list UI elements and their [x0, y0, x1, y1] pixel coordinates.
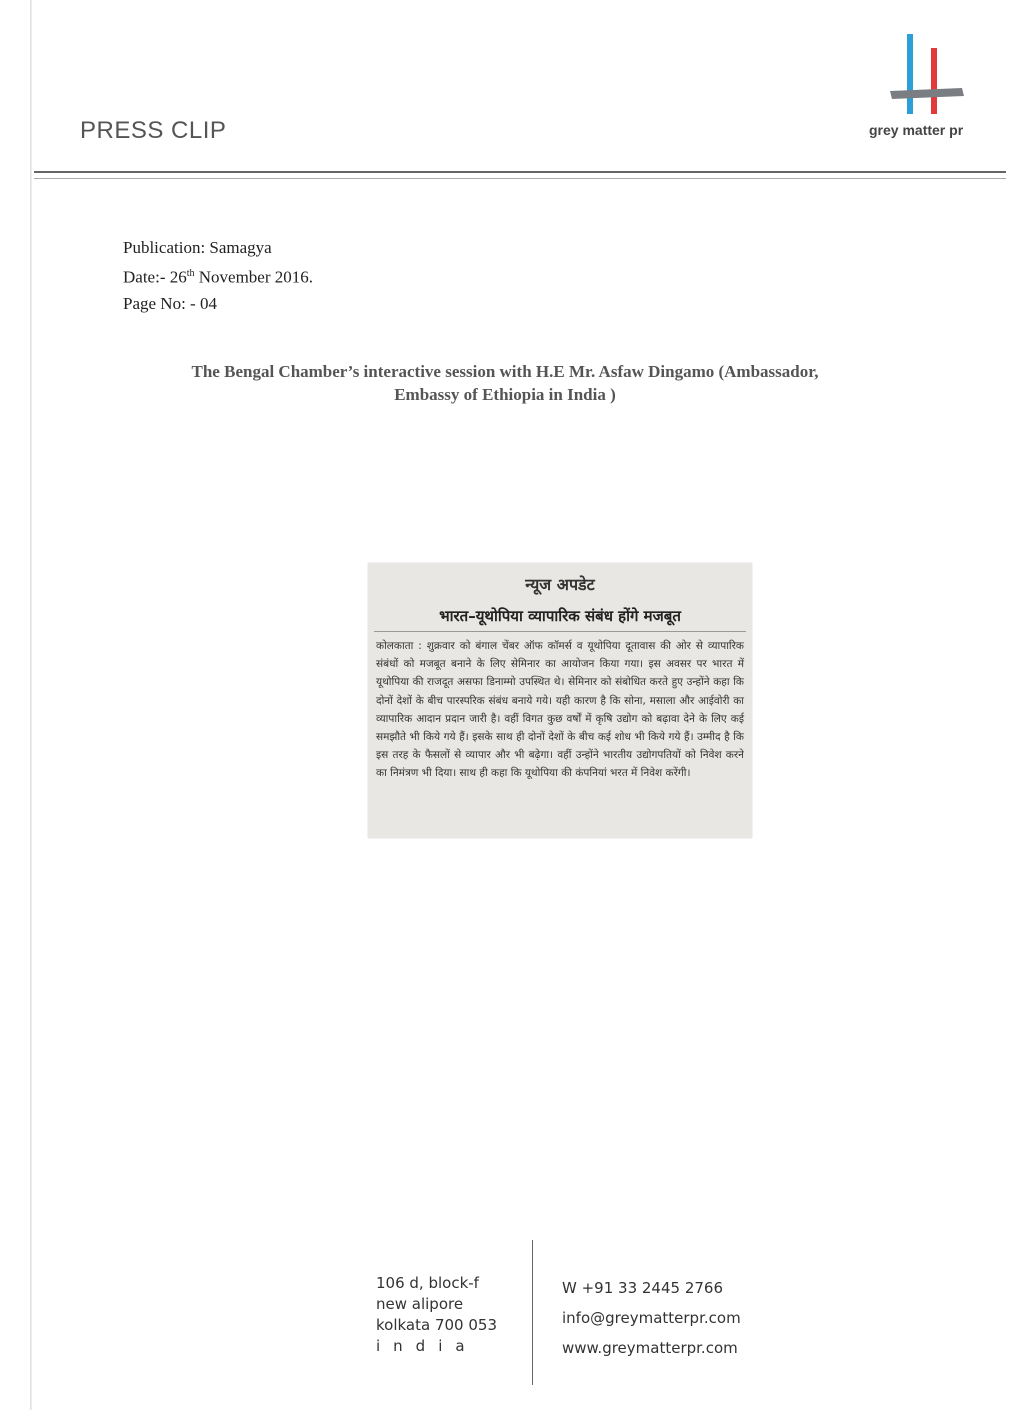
email-link[interactable]: info@greymatterpr.com — [562, 1309, 741, 1327]
date-rest: November 2016. — [194, 267, 314, 287]
publication-line: Publication: Samagya — [123, 238, 272, 257]
address-line-1: 106 d, block-f — [376, 1274, 479, 1292]
footer-divider — [532, 1240, 533, 1385]
address-line-4: india — [376, 1337, 478, 1355]
footer-address — [376, 1273, 497, 1357]
date-prefix: Date:- 26 — [123, 267, 187, 287]
footer-contact — [562, 1273, 741, 1363]
address-line-3: kolkata 700 053 — [376, 1316, 497, 1334]
headline-line-2: Embassy of Ethiopia in India ) — [394, 385, 616, 404]
brand-name: grey matter pr — [869, 122, 964, 138]
publication-meta — [123, 235, 313, 317]
date-line — [123, 261, 313, 291]
logo-red-bar — [931, 48, 937, 114]
clipping-title: भारत–यूथोपिया व्यापारिक संबंध होंगे मजबूत — [439, 607, 681, 625]
page-number-line: Page No: - 04 — [123, 293, 217, 313]
header-divider-thin — [34, 178, 1006, 179]
logo-blue-bar — [907, 34, 913, 114]
logo-grey-stroke — [890, 88, 964, 99]
header-divider — [34, 171, 1006, 173]
date-suffix: th — [186, 268, 195, 279]
headline-line-1: The Bengal Chamber’s interactive session with H.E Mr. Asfaw Dingamo (Ambassador, — [191, 362, 819, 381]
website-link[interactable]: www.greymatterpr.com — [562, 1339, 738, 1357]
page-headline — [120, 360, 890, 406]
clipping-body: कोलकाता : शुक्रवार को बंगाल चेंबर ऑफ कॉमर्स व यूथोपिया दूतावास की ओर से व्यापारिक संबंधों को मजबूत बनाने के लिए सेमिनार का आयोजन किया गया। इस अवसर पर भारत में यूथोपिया की राजदूत असफा डिनाम्मो उपस्थित थे। सेमिनार को संबोधित करते हुए उन्होंने कहा कि दोनों देशों के बीच पारस्परिक संबंध बनाये गये। यही कारण है कि सोना, मसाला और आईवोरी का व्यापारिक आदान प्रदान जारी है। वहीं विगत कुछ वर्षों में कृषि उद्योग को बढ़ावा देने के लिए कई समझौते भी किये गये हैं। इसके साथ ही दोनों देशों के बीच कई शोध भी किये गये हैं। उम्मीद है कि इस तरह के फैसलों से व्यापार और भी बढ़ेगा। वहीं उन्होंने भारतीय उद्योगपतियों को निवेश करने का निमंत्रण भी दिया। साथ ही कहा कि यूथोपिया की कंपनियां भरत में निवेश करेंगी। — [376, 640, 744, 780]
clipping-title-rule — [374, 631, 746, 632]
page-edge — [30, 0, 32, 1410]
newspaper-clipping — [368, 563, 752, 838]
address-line-2: new alipore — [376, 1295, 464, 1313]
section-label: PRESS CLIP — [80, 117, 227, 144]
clipping-kicker: न्यूज अपडेट — [525, 575, 595, 594]
phone-number: W +91 33 2445 2766 — [562, 1279, 723, 1297]
